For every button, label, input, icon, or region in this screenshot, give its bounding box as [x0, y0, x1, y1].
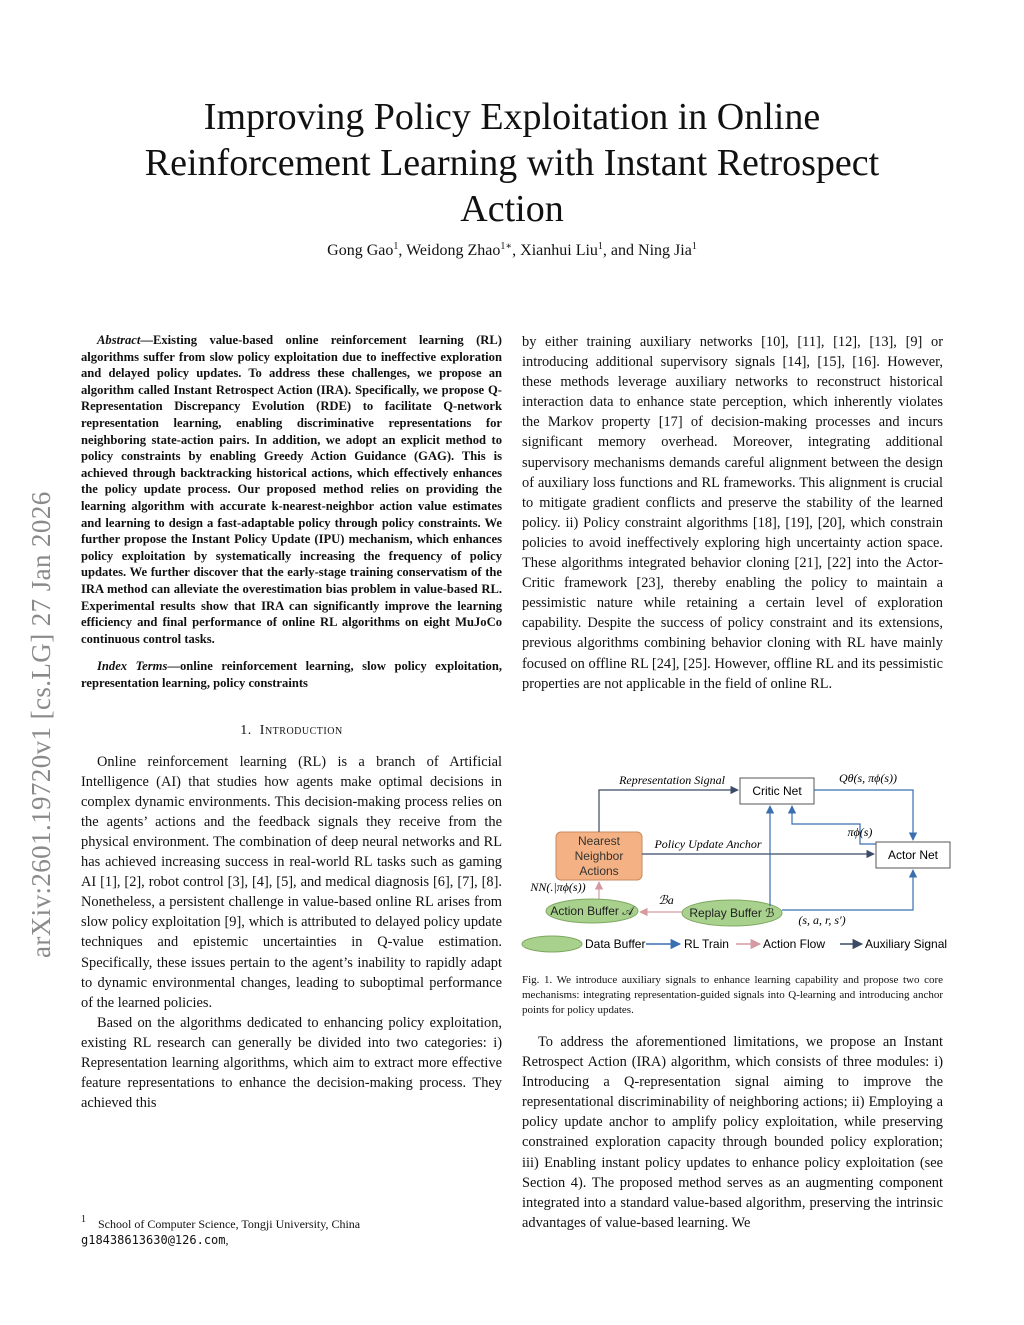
legend-auxiliary-signal: Auxiliary Signal — [865, 937, 948, 951]
replay-buffer-label: Replay Buffer ℬ — [689, 906, 775, 920]
author-name: Xianhui Liu — [520, 242, 598, 259]
policy-update-anchor-label: Policy Update Anchor — [654, 837, 762, 851]
index-terms-text: online reinforcement learning, slow policy exploitation, representation learning, policy constraints — [81, 659, 503, 690]
index-terms-label: Index Terms — [97, 659, 168, 674]
section-number: 1. — [240, 723, 252, 739]
abstract-text: Existing value-based online reinforcement learning (RL) algorithms suffer from slow policy exploitation due to ineffective exploration and delayed policy updates. To address these challenges, we propose an algorithm called Instant Retrospect Action (IRA). Specifically, we propose Q-Representation Discrepancy Evolution (RDE) to facilitate Q-network representation learning, enabling discriminative representations for neighboring state-action pairs. In addition, we adopt an explicit method to policy constraints by enabling Greedy Action Guidance (GAG). This is achieved through backtracking historical actions, which effectively enhances the policy update process. Our proposed method relies on providing the learning algorithm with accurate k-nearest-neighbor action value estimates and learning to design a fast-adaptable policy through policy constraints. We further propose the Instant Policy Update (IPU) mechanism, which enhances policy exploitation by systematically increasing the frequency of policy updates. We further discover that the early-stage training conservatism of the IRA method can alleviate the overestimation bias problem in value-based RL. Experimental results show that IRA can significantly improve the learning efficiency and final performance of online RL algorithms on eight MuJoCo continuous control tasks. — [81, 333, 502, 646]
footnote — [81, 1216, 502, 1248]
affiliation-mark: 1∗ — [500, 241, 513, 252]
author-name: Weidong Zhao — [406, 242, 501, 259]
legend-rl-train: RL Train — [684, 937, 729, 951]
index-terms-dash: — — [167, 659, 180, 674]
q-value-label: Qθ(s, πϕ(s)) — [838, 771, 898, 785]
author-separator: , and — [602, 242, 639, 259]
nn-line-1: Nearest — [577, 834, 621, 848]
legend-data-buffer-swatch — [522, 936, 582, 952]
policy-output-label: πϕ(s) — [847, 825, 873, 839]
abstract-dash: — — [140, 333, 153, 347]
affiliation-mark: 1 — [597, 241, 603, 252]
affiliation-mark: 1 — [393, 241, 399, 252]
author-list — [100, 242, 924, 260]
footnote-trail: , — [225, 1233, 229, 1247]
legend-action-flow: Action Flow — [763, 937, 826, 951]
nn-query-label: NN(.|πϕ(s)) — [530, 880, 586, 894]
figure-caption: Fig. 1. We introduce auxiliary signals to enhance learning capability and propose two core mechanisms: integrating representation-guided signals into Q-learning and introducing anchor points for policy updates. — [522, 974, 943, 1016]
action-buffer-label: Action Buffer 𝒜 — [550, 904, 634, 918]
left-column — [81, 332, 502, 1113]
figure-diagram — [520, 764, 956, 964]
footnote-text: School of Computer Science, Tongji University, China — [98, 1217, 361, 1231]
paper-title: Improving Policy Exploitation in Online Reinforcement Learning with Instant Retrospect Action — [144, 96, 880, 230]
actor-net-label: Actor Net — [887, 848, 939, 862]
nn-line-3: Actions — [579, 864, 619, 878]
right-column-lower — [522, 1032, 943, 1233]
author-separator: , — [512, 242, 521, 259]
transition-label: (s, a, r, s′) — [798, 913, 846, 927]
section-heading — [81, 721, 502, 741]
replay-to-actor-arrow — [782, 870, 913, 910]
body-paragraph: by either training auxiliary networks [10], [11], [12], [13], [9] or introducing additional supervisory signals [14], [15], [16]. However, these methods leverage auxiliary networks to reconstruct historical interaction data to enhance state perception, which inherently violates the Markov property [17] of decision-making processes and incurs significant memory overhead. Moreover, integrating additional supervisory mechanisms demands careful alignment between the design of auxiliary loss functions and RL frameworks. This alignment is crucial to mitigate gradient conflicts and preserve the stability of the learned policy. ii) Policy constraint algorithms [18], [19], [20], which constrain policies to avoid ineffectively exploring high uncertainty action space. These algorithms integrated behavior cloning [21], [22] into the Actor-Critic framework [23], thereby enabling the policy to maintain a pessimistic nature while retaining a certain level of exploration capability. Despite the success of policy constraint and its extensions, previous algorithms combining behavior cloning with RL have mainly focused on offline RL [24], [25]. However, offline RL and its pessimistic properties are not applicable in the field of online RL. — [522, 334, 943, 692]
right-column — [522, 332, 943, 694]
intro-paragraph: Based on the algorithms dedicated to enhancing policy exploitation, existing RL research can generally be divided into two categories: i) Representation learning algorithms, which aim to extract more effective feature representations to enhance the decision-making process. They achieved this — [81, 1014, 502, 1112]
ba-label: ℬa — [658, 893, 674, 907]
footnote-email[interactable]: g18438613630@126.com — [81, 1233, 226, 1247]
author-name: Gong Gao — [327, 242, 394, 259]
critic-net-label: Critic Net — [752, 784, 802, 798]
author-separator: , — [398, 242, 407, 259]
representation-signal-arrow — [599, 790, 738, 832]
author-name: Ning Jia — [638, 242, 692, 259]
figure-1 — [520, 764, 956, 964]
abstract — [81, 332, 502, 647]
arxiv-identifier: arXiv:2601.19720v1 [cs.LG] 27 Jan 2026 — [26, 491, 56, 958]
representation-signal-label: Representation Signal — [619, 773, 725, 787]
footnote-mark: 1 — [81, 1214, 86, 1225]
nn-line-2: Neighbor — [574, 849, 624, 863]
abstract-label: Abstract — [97, 333, 141, 347]
body-paragraph: To address the aforementioned limitations, we propose an Instant Retrospect Action (IRA) algorithm, which consists of three modules: i) Introducing a Q-representation signal aiming to improve the representational discriminability of neighboring actions; ii) Employing a policy update anchor to amplify policy exploitation, while preserving constrained exploration capacity through bounded policy exploration; iii) Enabling instant policy updates to enhance policy exploitation (see Section 4). The proposed method serves as an augmenting component integrated into a standard value-based algorithm, preserving the intrinsic advantages of value-based learning. We — [522, 1034, 943, 1231]
intro-paragraph: Online reinforcement learning (RL) is a branch of Artificial Intelligence (AI) that studies how agents make optimal decisions in complex dynamic environments. This decision-making process relies on the agents’ actions and the feedback signals they receive from the physical environment. The combination of deep neural networks and RL has achieved increasing success in real-world RL tasks such as gaming AI [1], [2], robot control [3], [4], [5], and medical diagnosis [6], [7], [8]. Nonetheless, a persistent challenge in value-based online RL arises from slow policy exploitation [9], which is attributed to delayed policy update techniques and epistemic uncertainties in Q-value estimation. Specifically, these issues pertain to the agent’s inability to rapidly adapt to dynamic environmental changes, leading to suboptimal performance of the learned policies. — [81, 753, 502, 1011]
section-title: Introduction — [259, 723, 343, 739]
index-terms — [81, 658, 502, 691]
affiliation-mark: 1 — [691, 241, 697, 252]
legend-data-buffer: Data Buffer — [585, 937, 646, 951]
